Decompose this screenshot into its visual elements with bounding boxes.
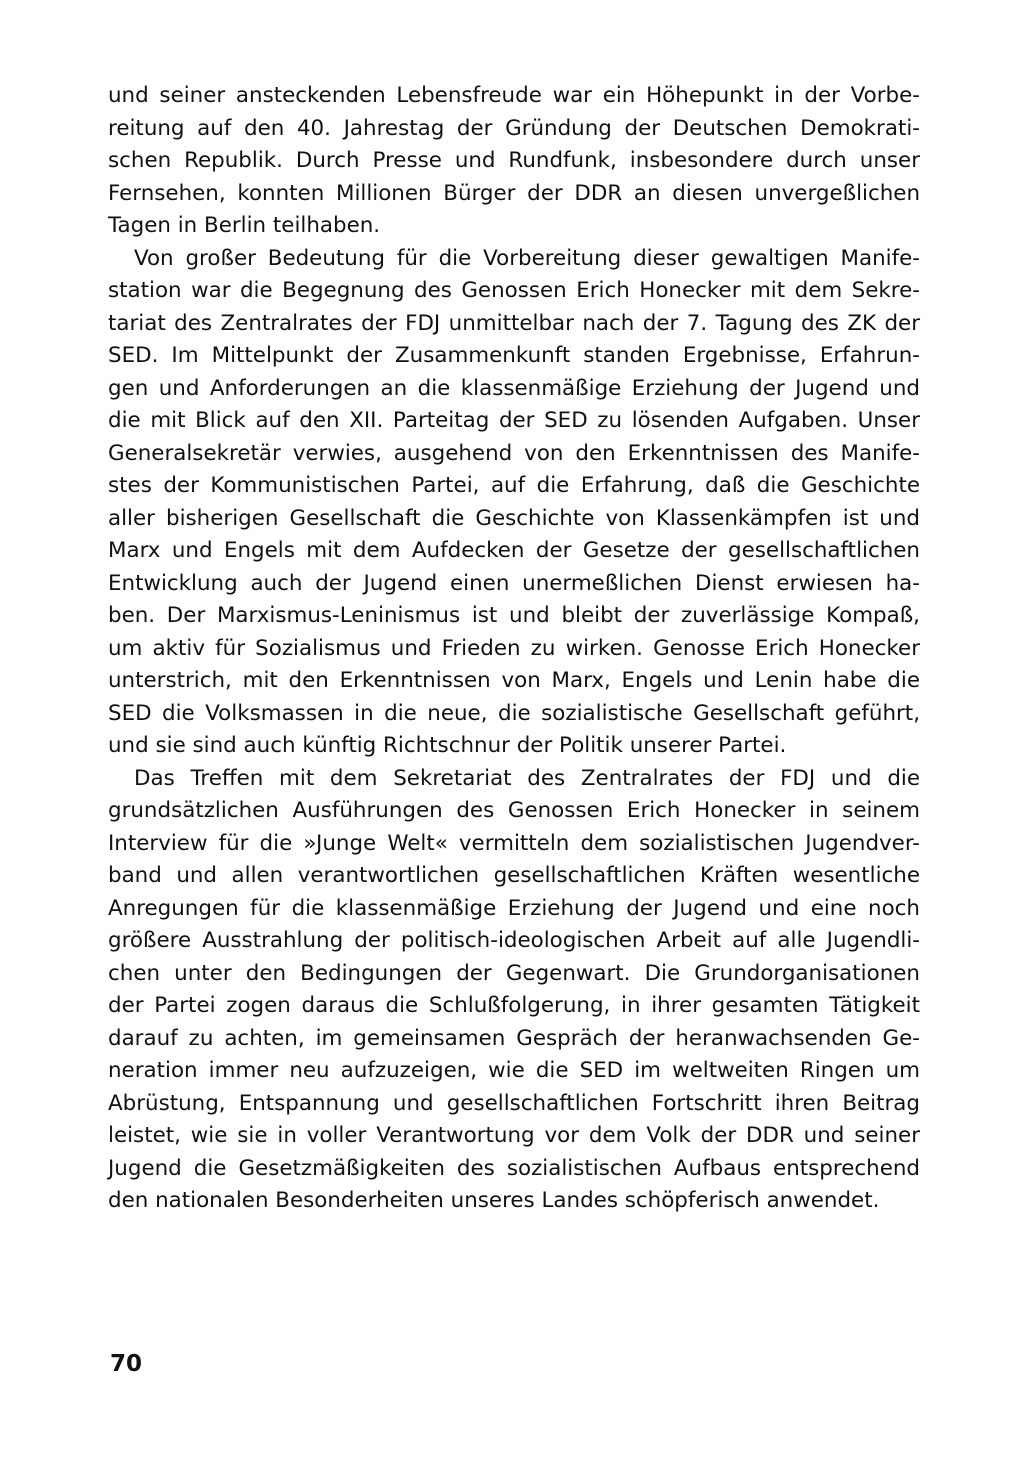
text-line: reitung auf den 40. Jahrestag der Gründung der Deutschen Demokrati-: [108, 115, 920, 141]
text-line: leistet, wie sie in voller Verantwortung vor dem Volk der DDR und seiner: [108, 1123, 920, 1148]
text-line: tariat des Zentralrates der FDJ unmittelbar nach der 7. Tagung des ZK der: [108, 310, 920, 336]
text-line: Von großer Bedeutung für die Vorbereitung dieser gewaltigen Manife-: [134, 245, 920, 271]
text-line: chen unter den Bedingungen der Gegenwart. Die Grundorganisationen: [108, 960, 920, 986]
text-line: ben. Der Marxismus-Leninismus ist und bleibt der zuverlässige Kompaß,: [108, 603, 920, 628]
paragraph: [108, 80, 920, 243]
text-line: Anregungen für die klassenmäßige Erziehung der Jugend und eine noch: [108, 895, 920, 921]
text-line: neration immer neu aufzuzeigen, wie die SED im weltweiten Ringen um: [108, 1058, 920, 1083]
text-line: um aktiv für Sozialismus und Frieden zu wirken. Genosse Erich Honecker: [108, 635, 920, 661]
text-line: Das Treffen mit dem Sekretariat des Zentralrates der FDJ und die: [134, 765, 920, 791]
paragraph: [108, 243, 920, 763]
text-line: Entwicklung auch der Jugend einen unermeßlichen Dienst erwiesen ha-: [108, 570, 920, 596]
text-line: darauf zu achten, im gemeinsamen Gespräch der heranwachsenden Ge-: [108, 1025, 920, 1051]
text-line: unterstrich, mit den Erkenntnissen von Marx, Engels und Lenin habe die: [108, 668, 920, 693]
text-line: der Partei zogen daraus die Schlußfolgerung, in ihrer gesamten Tätigkeit: [108, 993, 920, 1018]
text-line: Fernsehen, konnten Millionen Bürger der DDR an diesen unvergeßlichen: [108, 180, 920, 206]
body-text: [108, 80, 920, 1218]
text-line: stes der Kommunistischen Partei, auf die Erfahrung, daß die Geschichte: [108, 473, 920, 498]
text-line: gen und Anforderungen an die klassenmäßige Erziehung der Jugend und: [108, 375, 920, 401]
text-line: SED. Im Mittelpunkt der Zusammenkunft standen Ergebnisse, Erfahrun-: [108, 343, 920, 368]
text-line: schen Republik. Durch Presse und Rundfunk, insbesondere durch unser: [108, 148, 920, 173]
text-line: und seiner ansteckenden Lebensfreude war ein Höhepunkt in der Vorbe-: [108, 83, 920, 108]
text-line: SED die Volksmassen in die neue, die sozialistische Gesellschaft geführt,: [108, 700, 920, 726]
text-line: Interview für die »Junge Welt« vermitteln dem sozialistischen Jugendver-: [108, 830, 920, 856]
text-line: größere Ausstrahlung der politisch-ideologischen Arbeit auf alle Jugendli-: [108, 928, 920, 953]
text-line: aller bisherigen Gesellschaft die Geschichte von Klassenkämpfen ist und: [108, 505, 920, 531]
text-line: den nationalen Besonderheiten unseres Landes schöpferisch anwendet.: [108, 1188, 880, 1213]
paragraph: [108, 763, 920, 1218]
text-line: Jugend die Gesetzmäßigkeiten des sozialistischen Aufbaus entsprechend: [108, 1155, 920, 1181]
text-line: die mit Blick auf den XII. Parteitag der SED zu lösenden Aufgaben. Unser: [108, 408, 920, 433]
text-line: grundsätzlichen Ausführungen des Genossen Erich Honecker in seinem: [108, 798, 920, 823]
text-line: band und allen verantwortlichen gesellschaftlichen Kräften wesentliche: [108, 863, 920, 888]
text-line: Generalsekretär verwies, ausgehend von den Erkenntnissen des Manife-: [108, 440, 920, 466]
text-line: Abrüstung, Entspannung und gesellschaftlichen Fortschritt ihren Beitrag: [108, 1090, 920, 1116]
text-line: und sie sind auch künftig Richtschnur der Politik unserer Partei.: [108, 733, 787, 758]
text-line: Tagen in Berlin teilhaben.: [108, 213, 381, 238]
text-line: station war die Begegnung des Genossen Erich Honecker mit dem Sekre-: [108, 278, 920, 303]
page-number: 70: [110, 1351, 143, 1377]
text-line: Marx und Engels mit dem Aufdecken der Gesetze der gesellschaftlichen: [108, 538, 920, 563]
